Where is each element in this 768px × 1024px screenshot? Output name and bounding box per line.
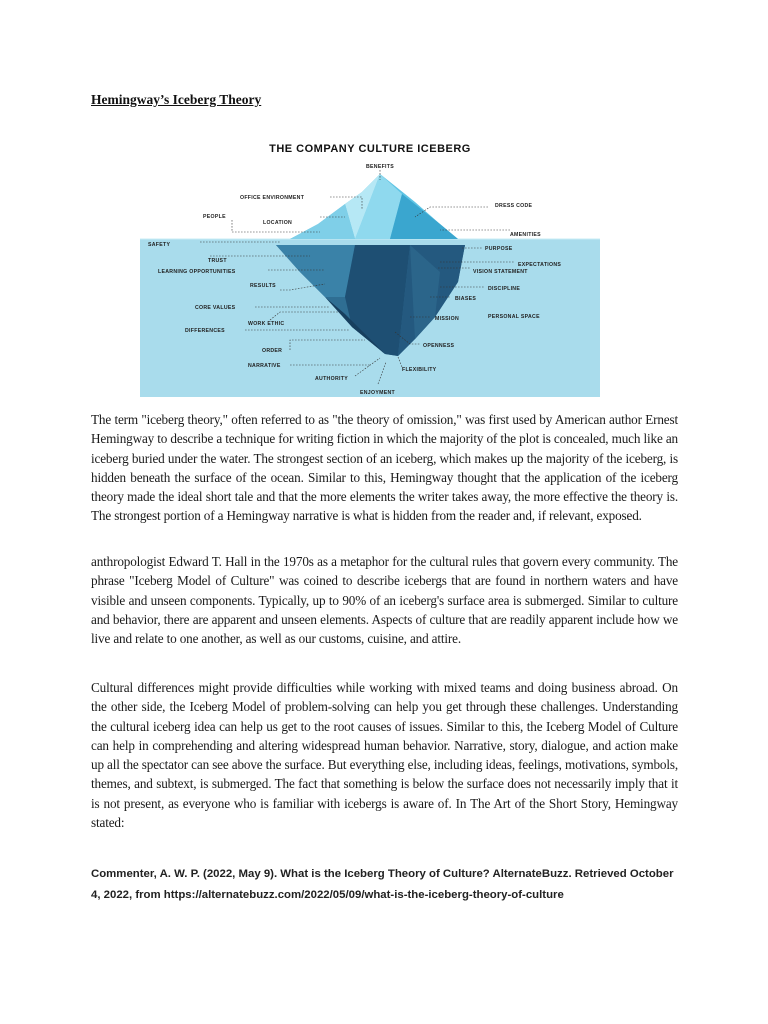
- label-openness: OPENNESS: [423, 343, 455, 349]
- label-mission: MISSION: [435, 316, 460, 322]
- label-vision-statement: VISION STATEMENT: [473, 269, 528, 275]
- label-personal-space: PERSONAL SPACE: [488, 314, 540, 320]
- label-learning-opportunities: LEARNING OPPORTUNITIES: [158, 269, 236, 275]
- company-culture-iceberg-figure: [140, 132, 600, 397]
- label-benefits: BENEFITS: [365, 164, 395, 170]
- label-trust: TRUST: [208, 258, 227, 264]
- document-title: Hemingway’s Iceberg Theory: [91, 92, 262, 107]
- label-differences: DIFFERENCES: [185, 328, 225, 334]
- paragraph-cultural-differences: Cultural differences might provide difficulties while working with mixed teams and doing business abroad. On the other side, the Iceberg Model of problem-solving can help you get through these challenges. Understanding the cultural iceberg idea can help us get to the root causes of issues. Similar to this, the Iceberg Model of Culture can help in comprehending and altering widespread human behavior. Narrative, story, dialogue, and action make up all the spectator can see above the surface. But everything else, including ideas, feelings, motivations, symbols, themes, and subtext, is submerged. The fact that something is below the surface does not necessarily imply that it is not present, as everyone who is familiar with icebergs is aware of. In The Art of the Short Story, Hemingway stated:: [91, 680, 678, 831]
- paragraph-iceberg-model-of-culture: anthropologist Edward T. Hall in the 1970s as a metaphor for the cultural rules that govern every community. The phrase "Iceberg Model of Culture" was coined to describe icebergs that are found in northern waters and have visible and unseen components. Typically, up to 90% of an iceberg's surface area is submerged. Similar to culture and behavior, there are apparent and unseen elements. Aspects of culture that are readily apparent include how we live and relate to one another, as well as our customs, cuisine, and attire.: [91, 554, 678, 647]
- label-amenities: AMENITIES: [510, 232, 541, 238]
- label-enjoyment: ENJOYMENT: [360, 390, 395, 396]
- figure-title: THE COMPANY CULTURE ICEBERG: [269, 143, 471, 155]
- label-dress-code: DRESS CODE: [495, 203, 533, 209]
- paragraph-iceberg-theory: The term "iceberg theory," often referred to as "the theory of omission," was first used by American author Ernest Hemingway to describe a technique for writing fiction in which the majority of the plot is concealed, much like an iceberg buried under the water. The strongest section of an iceberg, which makes up the majority of the iceberg, is hidden beneath the surface of the ocean. Similar to this, Hemingway thought that the application of the iceberg theory made the ideal short tale and that the more elements the writer takes away, the more effective the theory is. The strongest portion of a Hemingway narrative is what is hidden from the reader and, if relevant, exposed.: [91, 412, 678, 524]
- label-narrative: NARRATIVE: [248, 363, 281, 369]
- label-biases: BIASES: [455, 296, 477, 302]
- label-location: LOCATION: [263, 220, 293, 226]
- label-expectations: EXPECTATIONS: [518, 262, 562, 268]
- label-authority: AUTHORITY: [315, 376, 348, 382]
- label-flexibility: FLEXIBILITY: [402, 367, 437, 373]
- label-safety: SAFETY: [148, 242, 171, 248]
- label-purpose: PURPOSE: [485, 246, 513, 252]
- label-work-ethic: WORK ETHIC: [248, 321, 285, 327]
- iceberg-illustration: [140, 132, 600, 397]
- label-office-environment: OFFICE ENVIRONMENT: [240, 195, 305, 201]
- label-order: ORDER: [262, 348, 283, 354]
- label-core-values: CORE VALUES: [195, 305, 236, 311]
- label-results: RESULTS: [250, 283, 276, 289]
- citation-reference: Commenter, A. W. P. (2022, May 9). What is the Iceberg Theory of Culture? AlternateBuzz. Retrieved October 4, 2022, from https://alternatebuzz.com/2022/05/09/what-is-the-iceberg-theory-of-culture: [91, 868, 674, 901]
- label-discipline: DISCIPLINE: [488, 286, 521, 292]
- label-people: PEOPLE: [203, 214, 226, 220]
